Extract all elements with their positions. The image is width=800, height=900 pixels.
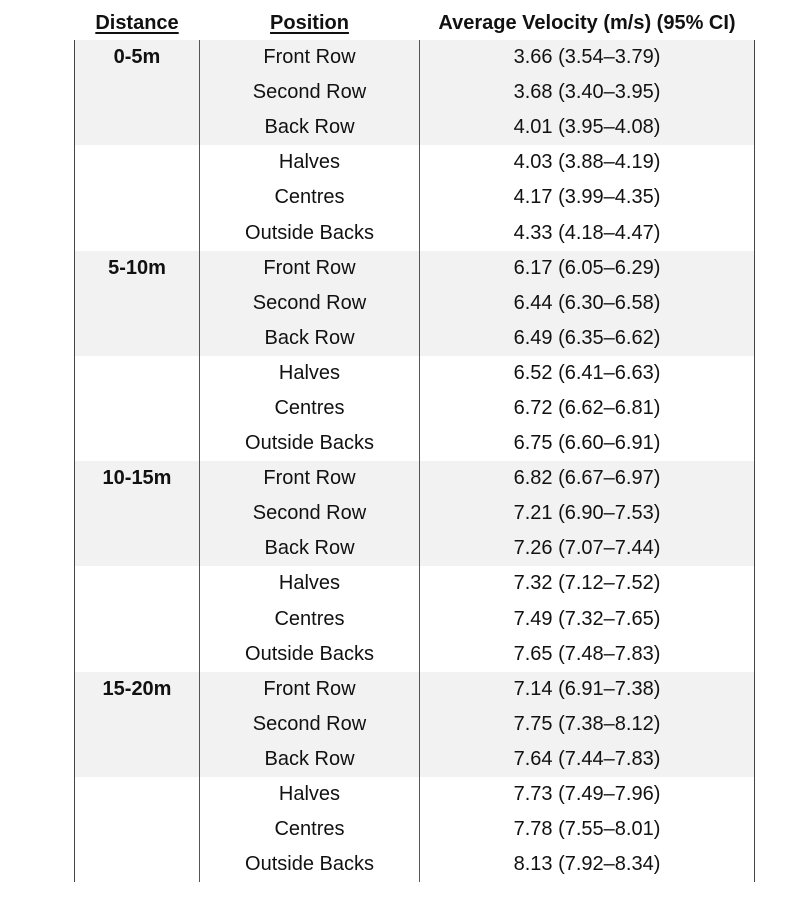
velocity-cell: 7.14 (6.91–7.38) [420,672,755,707]
position-cell: Outside Backs [200,637,420,672]
table-row [75,847,755,882]
position-cell: Front Row [200,672,420,707]
velocity-cell: 7.75 (7.38–8.12) [420,707,755,742]
velocity-cell: 4.17 (3.99–4.35) [420,180,755,215]
position-cell: Second Row [200,75,420,110]
distance-cell [75,145,200,180]
table-row [75,145,755,180]
table-row [75,531,755,566]
position-cell: Second Row [200,496,420,531]
table-row [75,707,755,742]
position-cell: Back Row [200,110,420,145]
velocity-cell: 6.52 (6.41–6.63) [420,356,755,391]
header-position-label: Position [270,11,349,34]
position-cell: Outside Backs [200,426,420,461]
position-cell: Halves [200,356,420,391]
position-cell: Halves [200,145,420,180]
velocity-cell: 4.03 (3.88–4.19) [420,145,755,180]
table-row [75,672,755,707]
position-cell: Back Row [200,531,420,566]
distance-cell: 5-10m [75,251,200,286]
velocity-cell: 7.49 (7.32–7.65) [420,602,755,637]
table-row [75,602,755,637]
table-row [75,286,755,321]
table-row [75,812,755,847]
distance-cell [75,180,200,215]
distance-cell [75,847,200,882]
distance-cell [75,707,200,742]
distance-cell [75,391,200,426]
table-row [75,391,755,426]
table-row [75,566,755,601]
distance-cell [75,531,200,566]
distance-cell [75,356,200,391]
distance-cell [75,812,200,847]
distance-cell [75,496,200,531]
distance-cell [75,742,200,777]
position-cell: Centres [200,180,420,215]
table-row [75,321,755,356]
position-cell: Front Row [200,251,420,286]
distance-cell: 15-20m [75,672,200,707]
distance-cell [75,75,200,110]
distance-cell [75,286,200,321]
header-distance-label: Distance [95,11,179,34]
distance-cell [75,566,200,601]
velocity-table-container [74,6,754,882]
header-velocity [420,6,755,40]
table-body [75,40,755,882]
velocity-cell: 6.72 (6.62–6.81) [420,391,755,426]
table-row [75,40,755,75]
velocity-cell: 7.21 (6.90–7.53) [420,496,755,531]
table-row [75,356,755,391]
position-cell: Second Row [200,707,420,742]
position-cell: Halves [200,566,420,601]
table-row [75,251,755,286]
position-cell: Outside Backs [200,847,420,882]
table-row [75,75,755,110]
velocity-table [74,6,755,882]
position-cell: Back Row [200,321,420,356]
header-velocity-label: Average Velocity (m/s) (95% CI) [438,11,736,34]
table-row [75,637,755,672]
position-cell: Outside Backs [200,215,420,250]
velocity-cell: 4.01 (3.95–4.08) [420,110,755,145]
velocity-cell: 6.75 (6.60–6.91) [420,426,755,461]
table-row [75,180,755,215]
position-cell: Centres [200,812,420,847]
distance-cell: 10-15m [75,461,200,496]
velocity-cell: 7.65 (7.48–7.83) [420,637,755,672]
header-row [75,6,755,40]
velocity-cell: 7.32 (7.12–7.52) [420,566,755,601]
velocity-cell: 6.82 (6.67–6.97) [420,461,755,496]
table-row [75,461,755,496]
velocity-cell: 3.66 (3.54–3.79) [420,40,755,75]
position-cell: Halves [200,777,420,812]
table-row [75,496,755,531]
table-row [75,426,755,461]
velocity-cell: 8.13 (7.92–8.34) [420,847,755,882]
table-row [75,110,755,145]
velocity-cell: 7.73 (7.49–7.96) [420,777,755,812]
table-row [75,742,755,777]
position-cell: Front Row [200,461,420,496]
distance-cell [75,110,200,145]
distance-cell: 0-5m [75,40,200,75]
velocity-cell: 6.49 (6.35–6.62) [420,321,755,356]
distance-cell [75,602,200,637]
velocity-cell: 4.33 (4.18–4.47) [420,215,755,250]
velocity-cell: 6.17 (6.05–6.29) [420,251,755,286]
position-cell: Centres [200,602,420,637]
distance-cell [75,426,200,461]
distance-cell [75,215,200,250]
header-distance [75,6,200,40]
table-row [75,215,755,250]
position-cell: Second Row [200,286,420,321]
velocity-cell: 6.44 (6.30–6.58) [420,286,755,321]
position-cell: Front Row [200,40,420,75]
velocity-cell: 7.78 (7.55–8.01) [420,812,755,847]
position-cell: Back Row [200,742,420,777]
velocity-cell: 7.64 (7.44–7.83) [420,742,755,777]
table-header [75,6,755,40]
velocity-cell: 3.68 (3.40–3.95) [420,75,755,110]
table-row [75,777,755,812]
distance-cell [75,321,200,356]
position-cell: Centres [200,391,420,426]
header-position [200,6,420,40]
distance-cell [75,777,200,812]
velocity-cell: 7.26 (7.07–7.44) [420,531,755,566]
distance-cell [75,637,200,672]
